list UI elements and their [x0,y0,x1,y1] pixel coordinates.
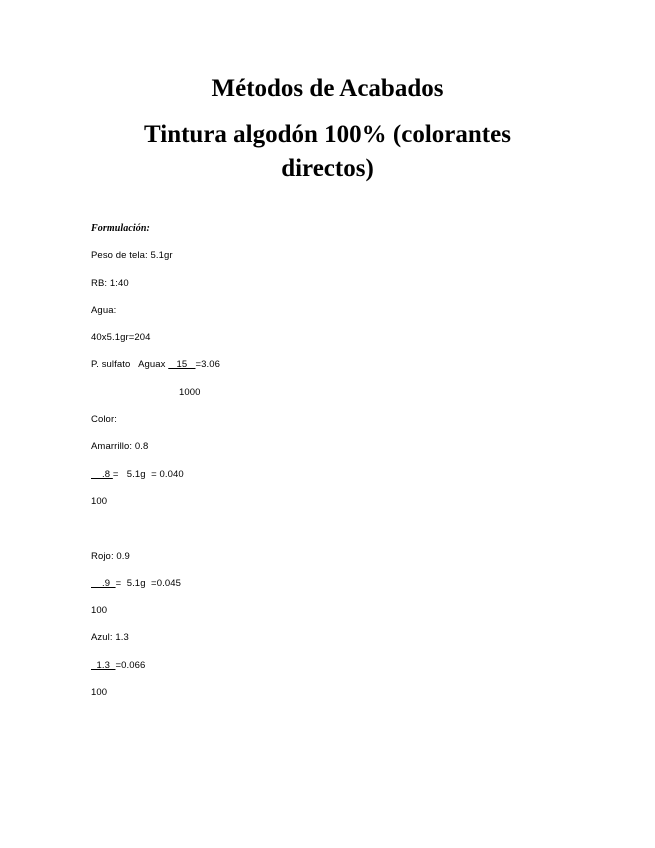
document-subtitle: Tintura algodón 100% (colorantes directos) [144,121,511,182]
amarillo-rest: = 5.1g = 0.040 [112,468,184,480]
azul-numerator: 1.3 [91,659,116,671]
formulation-label: Formulación: [91,223,150,234]
sulfato-prefix: P. sulfato Aguax [91,359,169,371]
amarillo-denominator: 100 [91,495,108,507]
amarillo-calc-line [91,466,611,493]
color-label-line: Color: [91,414,117,426]
amarillo-label-line: Amarrillo: 0.8 [91,441,149,453]
amarillo-numerator: .8 [91,468,113,480]
azul-label-line: Azul: 1.3 [91,632,129,644]
blank-line [91,520,611,547]
sulfato-line [91,356,611,383]
rojo-label-line: Rojo: 0.9 [91,550,130,562]
rojo-denominator: 100 [91,605,108,617]
document-title: Métodos de Acabados [211,75,444,102]
peso-tela-line: Peso de tela: 5.1gr [91,250,173,262]
azul-rest: =0.066 [115,659,146,671]
formulation-section [91,220,611,711]
title-block [0,72,655,186]
azul-calc-line [91,657,611,684]
agua-label-line: Agua: [91,304,117,316]
sulfato-result: =3.06 [195,359,221,371]
rojo-numerator: .9 [91,577,116,589]
sulfato-numerator: 15 [168,359,196,371]
azul-denominator: 100 [91,687,108,699]
sulfato-denominator: 1000 [179,386,201,398]
rojo-calc-line [91,575,611,602]
rb-line: RB: 1:40 [91,277,129,289]
rojo-rest: = 5.1g =0.045 [115,577,181,589]
agua-calc-line: 40x5.1gr=204 [91,332,151,344]
